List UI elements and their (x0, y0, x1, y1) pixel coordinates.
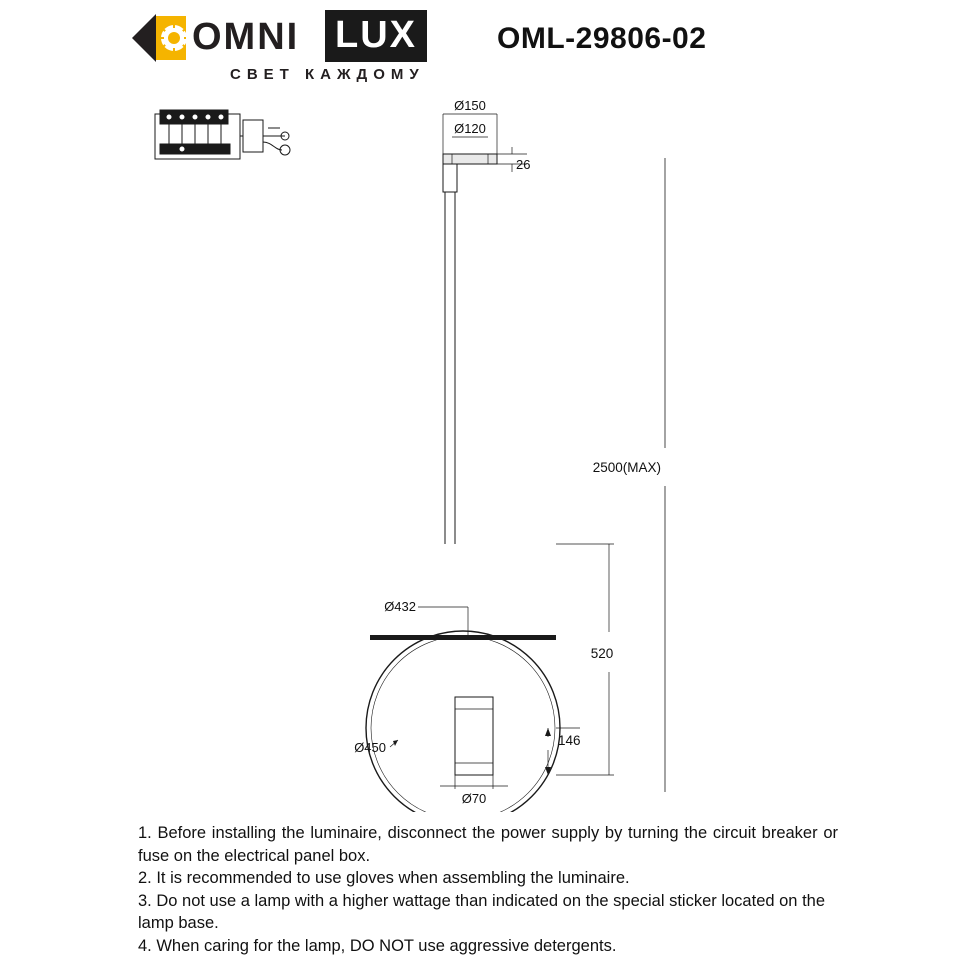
model-code: OML-29806-02 (497, 22, 707, 55)
dim-ring-inner: Ø432 (384, 599, 416, 614)
note-1: 1. Before installing the luminaire, disconnect the power supply by turning the circuit breaker or fuse on the electrical panel box. (138, 824, 838, 865)
dim-ring-outer: Ø450 (354, 740, 386, 755)
terminal-block-detail (155, 110, 290, 159)
technical-drawing (0, 92, 970, 812)
brand-name-secondary: LUX (335, 14, 417, 56)
brand-name-secondary-box (325, 10, 427, 62)
dim-canopy-height: 26 (516, 157, 531, 172)
canopy (443, 154, 497, 164)
brand-name-primary: OMNI (192, 16, 300, 58)
dim-fixture-height: 520 (590, 646, 614, 661)
note-4: 4. When caring for the lamp, DO NOT use aggressive detergents. (138, 936, 617, 955)
drawing-svg (0, 92, 970, 812)
suspension-rod (443, 164, 457, 544)
base-diameter-dimension (440, 775, 508, 789)
page-header (0, 0, 970, 92)
lamp-base (455, 697, 493, 775)
dim-arrow-up (545, 728, 551, 736)
brand-logo (130, 8, 450, 84)
brand-tagline: СВЕТ КАЖДОМУ (230, 66, 425, 83)
omnilux-logo-icon (130, 12, 186, 64)
dim-base-diameter: Ø70 (461, 791, 487, 806)
dim-canopy-inner: Ø120 (454, 121, 486, 136)
note-3: 3. Do not use a lamp with a higher wattage than indicated on the special sticker located on the lamp base. (138, 891, 826, 932)
installation-notes (138, 822, 838, 957)
dim-canopy-outer: Ø150 (454, 98, 486, 113)
note-2: 2. It is recommended to use gloves when assembling the luminaire. (138, 869, 630, 887)
dim-suspension-max: 2500(MAX) (592, 460, 661, 475)
ring-outer-arrow (393, 740, 398, 746)
dim-base-height: 146 (558, 733, 581, 748)
